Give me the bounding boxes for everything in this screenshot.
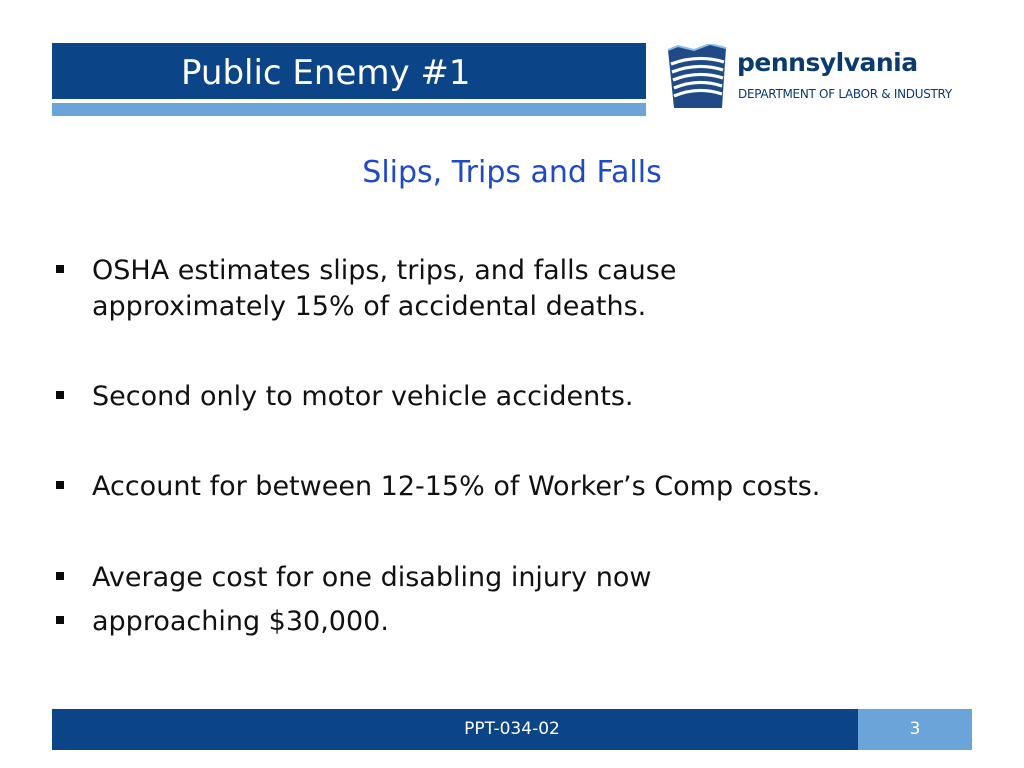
footer-code: PPT-034-02 (464, 719, 560, 739)
bullet-line: approaching $30,000. (92, 606, 389, 637)
page-number: 3 (909, 719, 921, 739)
bullet-line: Average cost for one disabling injury now (92, 562, 652, 593)
bullet-marker (56, 616, 64, 624)
logo-department: DEPARTMENT OF LABOR & INDUSTRY (738, 87, 952, 101)
bullet-line: OSHA estimates slips, trips, and falls cause (92, 255, 677, 286)
bullet-marker (56, 391, 64, 399)
slide-subtitle: Slips, Trips and Falls (362, 155, 662, 190)
bullet-line: Account for between 12-15% of Worker’s Comp costs. (92, 471, 821, 502)
bullet-line: Second only to motor vehicle accidents. (92, 381, 634, 412)
bullet-line: approximately 15% of accidental deaths. (92, 291, 647, 322)
keystone-icon (666, 44, 730, 110)
pa-labor-industry-logo (666, 44, 986, 112)
title-underline (52, 103, 646, 116)
bullet-marker (56, 265, 64, 273)
logo-name: pennsylvania (737, 48, 918, 77)
slide-title: Public Enemy #1 (181, 53, 471, 93)
bullet-marker (56, 481, 64, 489)
bullet-marker (56, 572, 64, 580)
